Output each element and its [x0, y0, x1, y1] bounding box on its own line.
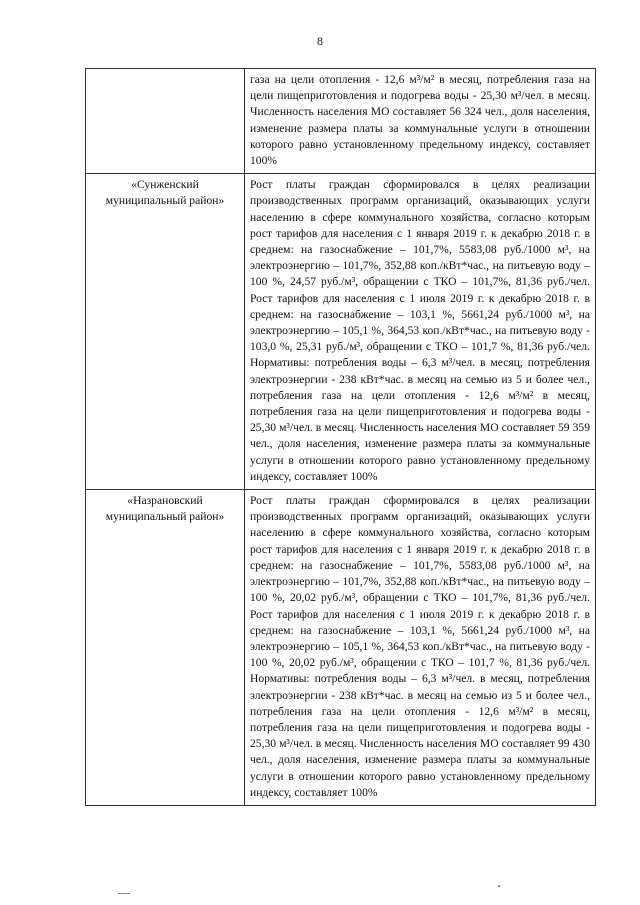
- table-row: [86, 69, 596, 174]
- tariff-description: Рост платы граждан сформировался в целях реализации производственных программ организаций, оказывающих услуги населению в сфере коммунального хозяйства, согласно которым рост тарифов для населения с 1 января 2019 г. к декабрю 2018 г. в среднем: на газоснабжение – 101,7%, 5583,08 руб./1000 м³, на электроэнергию – 101,7%, 352,88 коп./кВт*час., на питьевую воду – 100 %, 20,02 руб./м³, обращении с ТКО – 101,7%, 81,36 руб./чел. Рост тарифов для населения с 1 июля 2019 г. к декабрю 2018 г. в среднем: на газоснабжение – 103,1 %, 5661,24 руб./1000 м³, на электроэнергию – 105,1 %, 364,53 коп./кВт*час., на питьевую воду - 100 %, 20,02 руб./м³, обращении с ТКО – 101,7 %, 81,36 руб./чел. Нормативы: потребления воды – 6,3 м³/чел. в месяц, потребления электроэнергии - 238 кВт*час. в месяц на семью из 5 и более чел., потребления газа на цели отопления - 12,6 м³/м² в месяц, потребления газа на цели пищеприготовления и подогрева воды - 25,30 м³/чел. в месяц. Численность населения МО составляет 99 430 чел., доля населения, изменение размера платы за коммунальные услуги в отношении которого равно установленному предельному индексу, составляет 100%: [245, 490, 596, 806]
- tariff-table: [85, 68, 596, 806]
- municipality-name: «Назрановский муниципальный район»: [86, 490, 245, 806]
- scan-artifact: [498, 885, 500, 887]
- tariff-description: Рост платы граждан сформировался в целях реализации производственных программ организаций, оказывающих услуги населению в сфере коммунального хозяйства, согласно которым рост тарифов для населения с 1 января 2019 г. к декабрю 2018 г. в среднем: на газоснабжение – 101,7%, 5583,08 руб./1000 м³, на электроэнергию – 101,7%, 352,88 коп./кВт*час., на питьевую воду – 100 %, 24,57 руб./м³, обращении с ТКО – 101,7%, 81,36 руб./чел. Рост тарифов для населения с 1 июля 2019 г. к декабрю 2018 г. в среднем: на газоснабжение – 103,1 %, 5661,24 руб./1000 м³, на электроэнергию – 105,1 %, 364,53 коп./кВт*час., на питьевую воду - 103,0 %, 25,31 руб./м³, обращении с ТКО – 101,7 %, 81,36 руб./чел. Нормативы: потребления воды – 6,3 м³/чел. в месяц, потребления электроэнергии - 238 кВт*час. в месяц на семью из 5 и более чел., потребления газа на цели отопления - 12,6 м³/м² в месяц, потребления газа на цели пищеприготовления и подогрева воды - 25,30 м³/чел. в месяц. Численность населения МО составляет 59 359 чел., доля населения, изменение размера платы за коммунальные услуги в отношении которого равно установленному предельному индексу, составляет 100%: [245, 174, 596, 490]
- municipality-name: «Сунженский муниципальный район»: [86, 174, 245, 490]
- scan-artifact: [118, 893, 130, 894]
- table-row: [86, 490, 596, 806]
- table-row: [86, 174, 596, 490]
- page-number: 8: [317, 34, 323, 48]
- tariff-description: газа на цели отопления - 12,6 м³/м² в месяц, потребления газа на цели пищеприготовления и подогрева воды - 25,30 м³/чел. в месяц. Численность населения МО составляет 56 324 чел., доля населения, изменение размера платы за коммунальные услуги в отношении которого равно установленному предельному индексу, составляет 100%: [245, 69, 596, 174]
- municipality-name: [86, 69, 245, 174]
